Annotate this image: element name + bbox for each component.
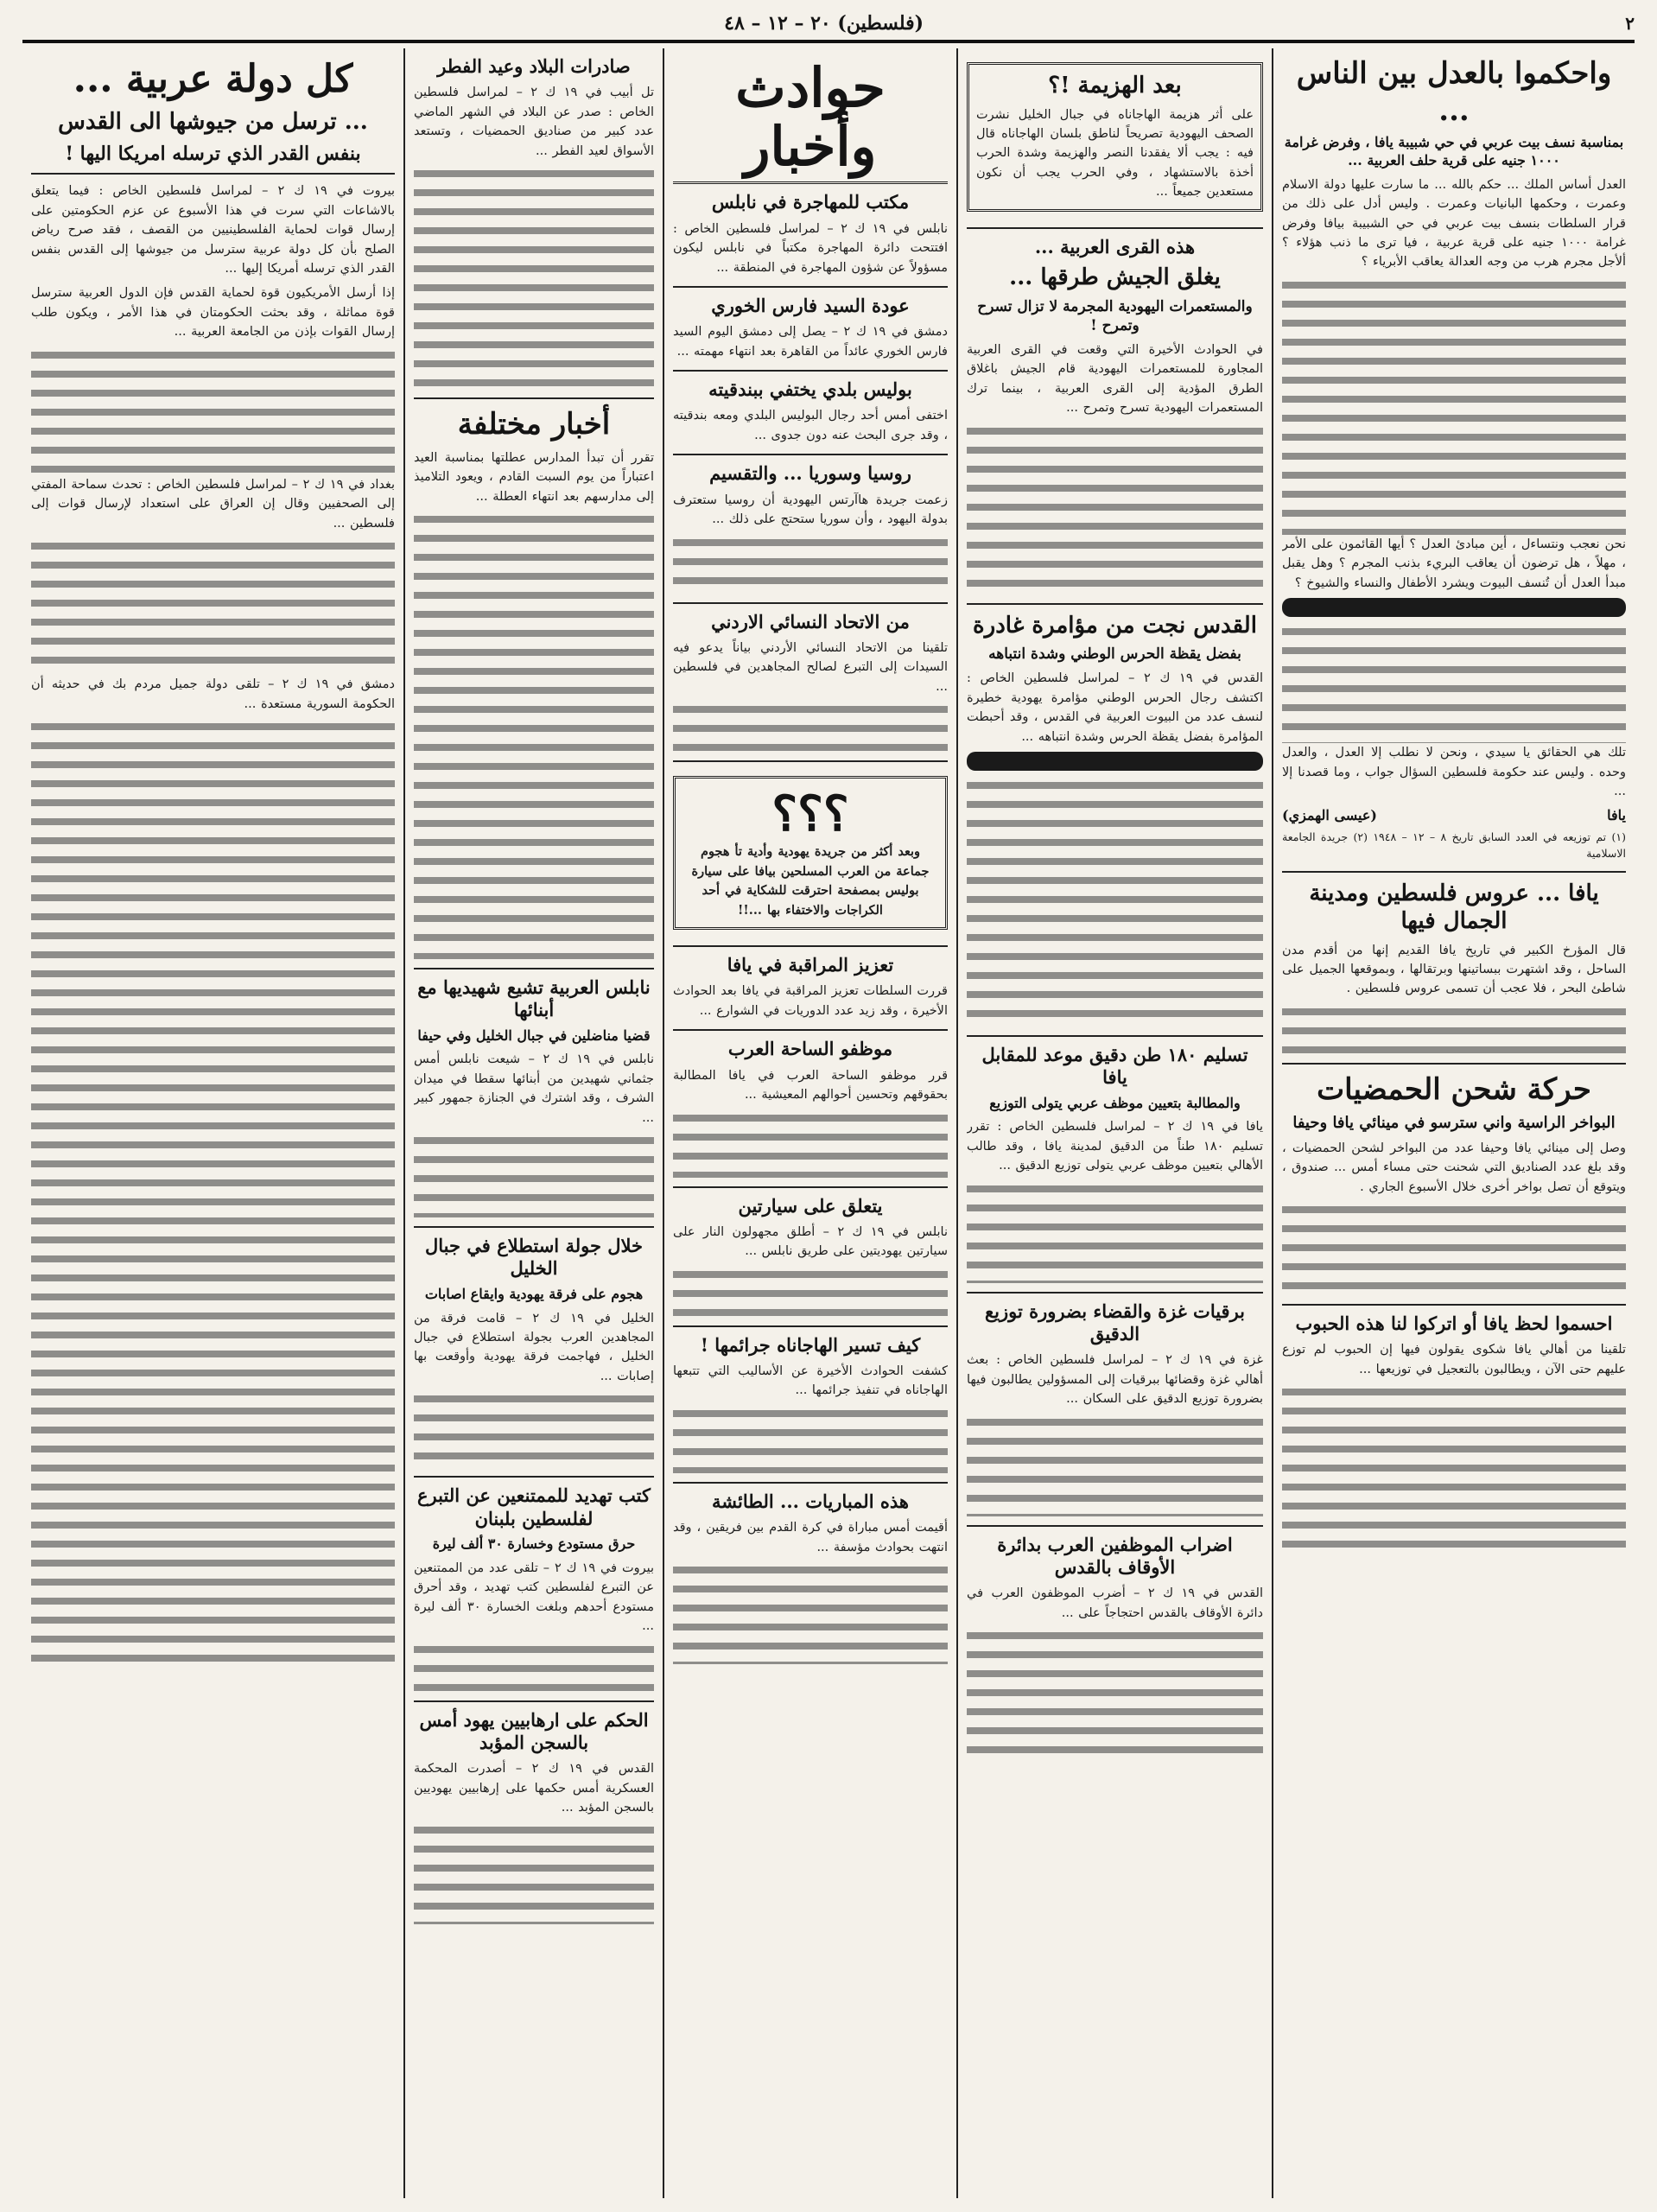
- headline: بوليس بلدي يختفي ببندقيته: [708, 378, 912, 401]
- article-body: على أثر هزيمة الهاجاناه في جبال الخليل نشرت الصحف اليهودية تصريحاً لناطق بلسان الهاجاناه قال فيه : يجب ألا يفقدنا النصر والهزيمة وشدة الحرب أخذة بالاستشهاد ، وفي الحرب يجب أن نكون مستعدين جميعاً ...: [976, 107, 1254, 200]
- deck: ... ترسل من جيوشها الى القدس: [58, 109, 368, 135]
- headline: أخبار مختلفة: [457, 407, 611, 442]
- article-text-lines: [673, 1404, 948, 1473]
- article-matches: [673, 1484, 948, 1673]
- article-text-lines: [1282, 1002, 1626, 1054]
- article-text-lines: [31, 537, 395, 675]
- article-misc-news: [414, 399, 654, 969]
- article-body: نابلس في ١٩ ك ٢ – شيعت نابلس أمس جثماني شهيدين من أبنائها سقطا في ميدان الشرف ، وقد اشترك في الجنازة جمهور كبير ...: [414, 1052, 654, 1125]
- article-body: قال المؤرخ الكبير في تاريخ يافا القديم إنها من أقدم مدن الساحل ، وقد اشتهرت ببساتينها وبرتقالها ، وبموقعها الجميل على شاطئ البحر ، فلا عجب أن تسمى عروس فلسطين .: [1282, 943, 1626, 996]
- headline: يتعلق على سيارتين: [738, 1194, 883, 1217]
- article-awqaf-strike: [967, 1527, 1263, 1764]
- deck: هجوم على فرقة يهودية وايقاع اصابات: [424, 1285, 644, 1302]
- article-question-box: [673, 762, 948, 947]
- article-body: كشفت الحوادث الأخيرة عن الأساليب التي تتبعها الهاجاناه في تنفيذ جرائمها ...: [673, 1363, 948, 1398]
- article-two-cars: [673, 1188, 948, 1327]
- headline: بعد الهزيمة !؟: [1048, 73, 1182, 99]
- article-body: تلقينا من الاتحاد النسائي الأردني بياناً يدعو فيه السيدات إلى التبرع لصالح المجاهدين في فلسطين ...: [673, 640, 948, 694]
- article-body: الخليل في ١٩ ك ٢ – قامت فرقة من المجاهدين العرب بجولة استطلاع في جبال الخليل ، فهاجمت فرقة يهودية وأوقعت بها إصابات ...: [414, 1311, 654, 1383]
- article-body: إذا أرسل الأمريكيون قوة لحماية القدس فإن الدول العربية سترسل قوة مماثلة ، وقد بحثت الحكومتان في هذا الأمر ، ويكون طلب إرسال القوات بإذن من الجامعة العربية ...: [31, 286, 395, 340]
- article-body: وصل إلى مينائي يافا وحيفا عدد من البواخر لشحن الحمضيات ، وقد بلغ عدد الصناديق التي شحنت حتى مساء أمس ... صندوق ، ويتوقع أن تصل بواخر أخرى خلال الأسبوع الجاري .: [1282, 1141, 1626, 1194]
- article-women-union: [673, 604, 948, 763]
- article-text-lines: [967, 1626, 1263, 1756]
- headline: حركة شحن الحمضيات: [1317, 1071, 1591, 1107]
- article-body: بغداد في ١٩ ك ٢ – لمراسل فلسطين الخاص : تحدث سماحة المفتي إلى الصحفيين وقال إن العراق على استعداد لإرسال قوات إلى فلسطين ...: [31, 477, 395, 531]
- headline: اضراب الموظفين العرب بدائرة الأوقاف بالقدس: [997, 1533, 1233, 1578]
- headline: نابلس العربية تشيع شهيديها مع أبنائها: [417, 976, 651, 1021]
- article-citrus: [1282, 1065, 1626, 1306]
- section-logo: حوادث وأخبار: [673, 48, 948, 184]
- article-life-sentence: [414, 1702, 654, 1934]
- column-1: [1272, 48, 1635, 2198]
- article-flour: [967, 1037, 1263, 1294]
- article-body: تلك هي الحقائق يا سيدي ، ونحن لا نطلب إلا العدل ، والعدل وحده . وليس عند حكومة فلسطين السؤال جواب ، وما قصدنا إلا ...: [1282, 746, 1626, 799]
- headline: تسليم ١٨٠ طن دقيق موعد للمقابل يافا: [981, 1044, 1248, 1089]
- article-body: تقرر أن تبدأ المدارس عطلتها بمناسبة العيد اعتباراً من يوم السبت القادم ، ويعود التلاميذ إلى مدارسهم بعد انتهاء العطلة ...: [414, 450, 654, 504]
- article-grain: [1282, 1306, 1626, 1564]
- headline: برقيات غزة والقضاء بضرورة توزيع الدقيق: [984, 1300, 1246, 1345]
- article-body: تلقينا من أهالي يافا شكوى يقولون فيها إن الحبوب لم توزع عليهم حتى الآن ، ويطالبون بالتعجيل في توزيعها ...: [1282, 1343, 1626, 1376]
- article-jaffa-bride: [1282, 873, 1626, 1065]
- article-arab-armies: [31, 48, 395, 1676]
- headline: تعزيز المراقبة في يافا: [727, 954, 894, 976]
- question-marks: ؟؟؟: [771, 785, 849, 843]
- headline: يغلق الجيش طرقها ...: [1009, 264, 1221, 291]
- article-body: غزة في ١٩ ك ٢ – لمراسل فلسطين الخاص : بعث أهالي غزة وقضائها ببرقيات إلى المسؤولين يطالبون فيها بضرورة توزيع الدقيق على السكان ...: [967, 1353, 1263, 1407]
- article-jaffa-surveillance: [673, 947, 948, 1031]
- headline: صادرات البلاد وعيد الفطر: [437, 55, 631, 77]
- headline: هذه المباريات ... الطائشة: [712, 1490, 909, 1512]
- article-lebanon-threats: [414, 1478, 654, 1701]
- article-justice: [1282, 48, 1626, 873]
- issue-line: (فلسطين) ٢٠ – ١٢ – ٤٨: [724, 12, 924, 35]
- headline: مكتب للمهاجرة في نابلس: [711, 191, 910, 213]
- signature-city: يافا: [1607, 806, 1626, 823]
- article-text-lines: [967, 776, 1263, 1027]
- article-text-lines: [1282, 1200, 1626, 1295]
- signature: [1282, 807, 1626, 823]
- article-body: قررت السلطات تعزيز المراقبة في يافا بعد الحوادث الأخيرة ، وقد زيد عدد الدوريات في الشوارع ...: [673, 984, 948, 1018]
- article-text-lines: [673, 1560, 948, 1664]
- headline: كتب تهديد للممتنعين عن التبرع لفلسطين بلبنان: [417, 1484, 651, 1529]
- article-body: العدل أساس الملك ... حكم بالله ... ما سارت عليها دولة الاسلام وعمرت ، وحكمها البانيات وعمرت . وليس أدل على ذلك من قرار السلطات بنسف بيت عربي في حي الشبيبة بيافا وفرض غرامة ١٠٠٠ جنيه على قرية عربية ، فيا ترى ما ذنب هؤلاء ؟ ألأجل مجرم هرب من وجه العدالة يعاقب الأبرياء ؟: [1282, 177, 1626, 270]
- redaction-bar: [1282, 598, 1626, 617]
- column-5: [22, 48, 403, 2198]
- article-after-defeat: [967, 48, 1263, 229]
- article-text-lines: [1282, 1382, 1626, 1555]
- article-khouri: [673, 288, 948, 372]
- headline: روسيا وسوريا ... والتقسيم: [709, 462, 911, 485]
- headline: خلال جولة استطلاع في جبال الخليل: [424, 1235, 644, 1280]
- article-nablus-office: [673, 184, 948, 288]
- redaction-bar: [967, 752, 1263, 771]
- article-text-lines: [1282, 622, 1626, 743]
- article-body: بيروت في ١٩ ك ٢ – لمراسل فلسطين الخاص : فيما يتعلق بالاشاعات التي سرت في هذا الأسبوع عن عزم الحكومتين على إرسال قوات لحماية الفلسطينيين من القصف ، فقد صرح رياض الصلح بأن كل دولة عربية سترسل من جيوشها إلى القدس بنفس القدر الذي ترسله أمريكا إليها ...: [31, 184, 395, 276]
- article-body: القدس في ١٩ ك ٢ – لمراسل فلسطين الخاص : اكتشف رجال الحرس الوطني مؤامرة يهودية خطيرة لنسف عدد من البيوت العربية في القدس ، وقد أحبطت المؤامرة بفضل يقظة الحرس وشدة انتباهه ...: [967, 671, 1263, 744]
- article-text-lines: [673, 1265, 948, 1317]
- deck: بفضل يقظة الحرس الوطني وشدة انتباهه: [988, 645, 1241, 664]
- article-haganah: [673, 1327, 948, 1484]
- headline: واحكموا بالعدل بين الناس ...: [1296, 56, 1612, 128]
- article-body: اختفى أمس أحد رجال البوليس البلدي ومعه بندقيته ، وقد جرى البحث عنه دون جدوى ...: [673, 409, 948, 442]
- article-text-lines: [673, 700, 948, 752]
- article-text-lines: [673, 1109, 948, 1178]
- masthead: [22, 9, 1635, 38]
- article-body: في الحوادث الأخيرة التي وقعت في القرى العربية المجاورة للمستعمرات اليهودية قام الجيش باغلاق الطرق المؤدية إلى القرى العربية ، بينما ترك المستعمرات اليهودية تسرح وتمرح ...: [967, 342, 1263, 416]
- article-text-lines: [31, 717, 395, 1668]
- headline: عودة السيد فارس الخوري: [711, 295, 910, 317]
- article-exports: [414, 48, 654, 399]
- headline: احسموا لحظ يافا أو اتركوا لنا هذه الحبوب: [1295, 1313, 1613, 1335]
- masthead-rule: [22, 40, 1635, 43]
- divider: [31, 173, 395, 175]
- deck: والمستعمرات اليهودية المجرمة لا تزال تسرح وتمرح !: [977, 297, 1253, 334]
- newspaper-page: [22, 9, 1635, 2203]
- article-russia-syria: [673, 455, 948, 603]
- deck: حرق مستودع وخسارة ٣٠ ألف ليرة: [432, 1535, 636, 1552]
- article-text-lines: [414, 1821, 654, 1924]
- article-arab-villages: [967, 229, 1263, 605]
- article-text-lines: [967, 1179, 1263, 1283]
- headline: كل دولة عربية ...: [73, 57, 353, 101]
- article-text-lines: [414, 510, 654, 959]
- headline: الحكم على ارهابيين يهود أمس بالسجن المؤبد: [419, 1708, 649, 1753]
- column-4: [403, 48, 663, 2198]
- deck: والمطالبة بتعيين موظف عربي يتولى التوزيع: [989, 1094, 1241, 1111]
- article-text-lines: [967, 1413, 1263, 1516]
- article-body: نحن نعجب ونتساءل ، أين مبادئ العدل ؟ أيها القائمون على الأمر ، مهلاً ، هل ترضون أن يعاقب البريء بذنب المجرم ؟ وهل يقبل مبدأ العدل أن تُنسف البيوت ويشرد الأطفال والنساء والشيوخ ؟: [1282, 537, 1626, 590]
- signature-name: (عيسى الهمزي): [1282, 806, 1377, 823]
- boxed-article: [967, 62, 1263, 212]
- article-text-lines: [673, 533, 948, 594]
- deck: البواخر الراسية واني سترسو في مينائي يافا وحيفا: [1292, 1114, 1616, 1133]
- page-number: ٢: [1625, 13, 1635, 34]
- article-jerusalem-plot: [967, 605, 1263, 1037]
- article-body: زعمت جريدة هاآرتس اليهودية أن روسيا ستعترف بدولة اليهود ، وأن سوريا ستحتج على ذلك ...: [673, 493, 948, 527]
- article-body: وبعد أكثر من جريدة يهودية وأدية تأ هجوم جماعة من العرب المسلحين بيافا على سيارة بوليس بمصفحة احترقت للشكاية في أحد الكراجات والاختفاء بها ...!!: [691, 844, 930, 918]
- article-body: قرر موظفو الساحة العرب في يافا المطالبة بحقوقهم وتحسين أحوالهم المعيشية ...: [673, 1068, 948, 1103]
- article-policeman: [673, 372, 948, 455]
- article-body: يافا في ١٩ ك ٢ – لمراسل فلسطين الخاص : تقرر تسليم ١٨٠ طناً من الدقيق لمدينة يافا ، وقد طالب الأهالي بتعيين موظف عربي يتولى توزيع الدقيق ...: [967, 1120, 1263, 1173]
- article-body: دمشق في ١٩ ك ٢ – تلقى دولة جميل مردم بك في حديثه أن الحكومة السورية مستعدة ...: [31, 677, 395, 711]
- article-body: القدس في ١٩ ك ٢ – أضرب الموظفون العرب في دائرة الأوقاف بالقدس احتجاجاً على ...: [967, 1586, 1263, 1620]
- article-body: بيروت في ١٩ ك ٢ – تلقى عدد من الممتنعين عن التبرع لفلسطين كتب تهديد ، وقد أحرق مستودع أحدهم وبلغت الخسارة ٣٠ ألف ليرة ...: [414, 1560, 654, 1634]
- headline: القدس نجت من مؤامرة غادرة: [973, 612, 1257, 639]
- article-text-lines: [1282, 276, 1626, 535]
- article-body: دمشق في ١٩ ك ٢ – يصل إلى دمشق اليوم السيد فارس الخوري عائداً من القاهرة بعد انتهاء مهمته ...: [673, 325, 948, 359]
- article-gaza: [967, 1294, 1263, 1527]
- headline: من الاتحاد النسائي الاردني: [711, 610, 910, 632]
- article-body: تل أبيب في ١٩ ك ٢ – لمراسل فلسطين الخاص : صدر عن البلاد في الشهر الماضي عدد كبير من صناديق الحمضيات ، وتستعد الأسواق لعيد الفطر ...: [414, 86, 654, 158]
- deck: بمناسبة نسف بيت عربي في حي شبيبة يافا ، وفرض غرامة ١٠٠٠ جنيه على قرية حلف العربية ...: [1284, 134, 1624, 168]
- article-body: نابلس في ١٩ ك ٢ – أطلق مجهولون النار على سيارتين يهوديتين على طريق نابلس ...: [673, 1224, 948, 1259]
- deck: قضيا مناضلين في جبال الخليل وفي حيفا: [417, 1027, 651, 1044]
- footnotes: (١) تم توزيعه في العدد السابق تاريخ ٨ – ١٢ – ١٩٤٨ (٢) جريدة الجامعة الاسلامية: [1282, 830, 1626, 861]
- article-text-lines: [414, 164, 654, 389]
- headline: يافا ... عروس فلسطين ومدينة الجمال فيها: [1309, 880, 1599, 934]
- headline: هذه القرى العربية ...: [1034, 235, 1196, 257]
- article-body: القدس في ١٩ ك ٢ – أصدرت المحكمة العسكرية أمس حكمها على إرهابيين يهوديين بالسجن المؤبد ...: [414, 1762, 654, 1815]
- article-text-lines: [414, 1389, 654, 1467]
- headline: كيف تسير الهاجاناه جرائمها !: [700, 1333, 921, 1356]
- article-text-lines: [414, 1131, 654, 1217]
- boxed-article: [673, 776, 948, 930]
- column-3: [663, 48, 956, 2198]
- column-2: [956, 48, 1272, 2198]
- article-arab-employees: [673, 1031, 948, 1187]
- deck: بنفس القدر الذي ترسله امريكا اليها !: [65, 142, 361, 165]
- article-body: أقيمت أمس مباراة في كرة القدم بين فريقين ، وقد انتهت بحوادث مؤسفة ...: [673, 1521, 948, 1554]
- article-text-lines: [414, 1640, 654, 1692]
- article-martyrs: [414, 969, 654, 1228]
- article-body: نابلس في ١٩ ك ٢ – لمراسل فلسطين الخاص : افتتحت دائرة المهاجرة مكتباً في نابلس ليكون مسؤولاً عن شؤون المهاجرة في المنطقة ...: [673, 221, 948, 275]
- headline: موظفو الساحة العرب: [727, 1038, 893, 1060]
- article-recon-hebron: [414, 1228, 654, 1478]
- article-text-lines: [967, 422, 1263, 594]
- article-text-lines: [31, 346, 395, 475]
